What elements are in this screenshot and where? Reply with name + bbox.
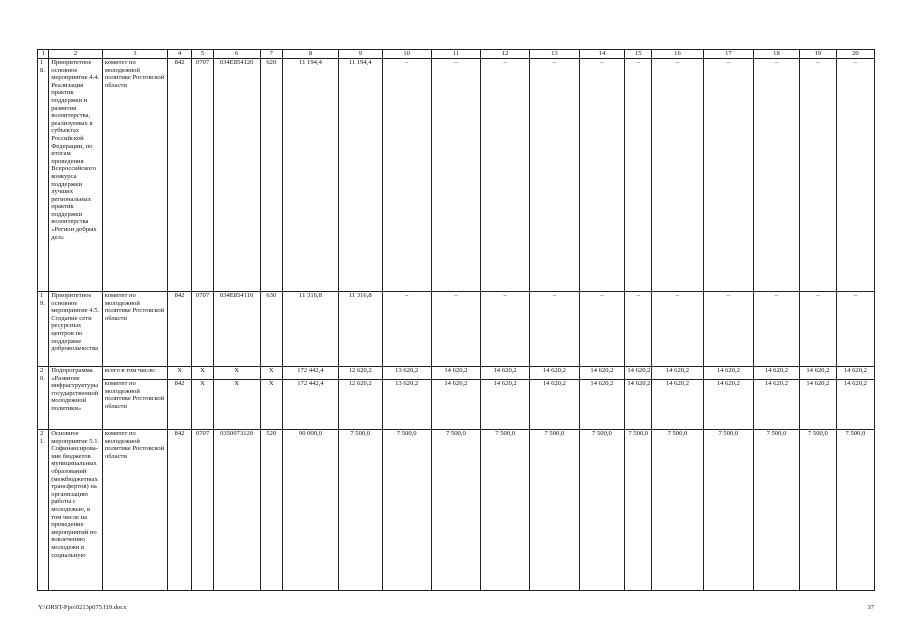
year-value: 7 500,0 [703, 430, 753, 591]
year-value: 7 500,0 [338, 430, 382, 591]
column-header: 5 [192, 50, 213, 59]
program-name: Приоритетное основное мероприятие 4.5. Создание сети ресурсных центров по поддержке добровольчества [49, 292, 103, 367]
table-row [38, 367, 875, 380]
vr-code: X [260, 367, 282, 380]
year-value: 14 620,2 [799, 367, 836, 380]
year-value: 7 500,0 [652, 430, 703, 591]
vr-code: X [260, 380, 282, 430]
column-header: 19 [799, 50, 836, 59]
grbs-code: 842 [167, 292, 192, 367]
csr-code: X [213, 367, 260, 380]
year-value: – [481, 59, 530, 292]
year-value: – [625, 59, 652, 292]
year-value: – [530, 59, 579, 292]
year-value: 14 620,2 [481, 380, 530, 430]
year-value: 12 620,2 [338, 367, 382, 380]
row-number: 20. [38, 367, 49, 430]
grbs-code: 842 [167, 59, 192, 292]
executor-name: комитет по молодежной политике Ростовской области [102, 430, 167, 591]
year-value: – [382, 292, 431, 367]
column-header: 12 [481, 50, 530, 59]
column-header: 10 [382, 50, 431, 59]
year-value: 11 194,4 [338, 59, 382, 292]
csr-code: 0350073120 [213, 430, 260, 591]
executor-name: комитет по молодежной политике Ростовской области [102, 380, 167, 430]
year-value: 7 500,0 [754, 430, 800, 591]
total-value: 90 000,0 [283, 430, 339, 591]
column-header: 9 [338, 50, 382, 59]
rzpr-code: 0707 [192, 59, 213, 292]
year-value: 7 500,0 [431, 430, 480, 591]
rzpr-code: 0707 [192, 292, 213, 367]
csr-code: 034E854110 [213, 292, 260, 367]
column-header: 16 [652, 50, 703, 59]
year-value: 7 500,0 [836, 430, 874, 591]
table-row [38, 380, 875, 430]
vr-code: 520 [260, 430, 282, 591]
year-value: 14 620,2 [625, 367, 652, 380]
year-value: 14 620,2 [481, 367, 530, 380]
row-number: 21. [38, 430, 49, 591]
rzpr-code: 0707 [192, 430, 213, 591]
grbs-code: 842 [167, 430, 192, 591]
year-value: 14 620,2 [530, 380, 579, 430]
year-value: – [431, 59, 480, 292]
grbs-code: X [167, 367, 192, 380]
year-value: 7 500,0 [530, 430, 579, 591]
csr-code: 034E854120 [213, 59, 260, 292]
year-value: – [836, 59, 874, 292]
vr-code: 620 [260, 59, 282, 292]
year-value: 14 620,2 [431, 367, 480, 380]
year-value: 13 620,2 [382, 380, 431, 430]
page-number: 37 [867, 604, 874, 611]
column-header: 3 [102, 50, 167, 59]
year-value: 14 620,2 [625, 380, 652, 430]
column-header: 8 [283, 50, 339, 59]
year-value: 7 500,0 [625, 430, 652, 591]
year-value: 7 500,0 [382, 430, 431, 591]
year-value: 11 316,8 [338, 292, 382, 367]
column-header: 4 [167, 50, 192, 59]
column-header: 7 [260, 50, 282, 59]
year-value: 13 620,2 [382, 367, 431, 380]
year-value: – [481, 292, 530, 367]
year-value: 14 620,2 [703, 380, 753, 430]
vr-code: 630 [260, 292, 282, 367]
year-value: 14 620,2 [754, 380, 800, 430]
year-value: – [652, 59, 703, 292]
column-header: 2 [49, 50, 103, 59]
row-number: 18. [38, 59, 49, 292]
total-value: 11 194,4 [283, 59, 339, 292]
year-value: – [703, 292, 753, 367]
column-header: 1 [38, 50, 49, 59]
column-header: 6 [213, 50, 260, 59]
rzpr-code: X [192, 367, 213, 380]
year-value: – [799, 292, 836, 367]
year-value: – [703, 59, 753, 292]
total-value: 172 442,4 [283, 380, 339, 430]
year-value: 14 620,2 [703, 367, 753, 380]
column-header: 17 [703, 50, 753, 59]
year-value: – [799, 59, 836, 292]
program-name: Основное мероприятие 5.1. Софинансирова-ние бюджетов муниципальных образований (межбюджетных трансфертов) на организацию работы с молодежью, в том числе на проведение мероприятий по вовлечению молодежи в социальную [49, 430, 103, 591]
header-row [38, 50, 875, 59]
year-value: 14 620,2 [652, 367, 703, 380]
year-value: 7 500,0 [481, 430, 530, 591]
year-value: – [625, 292, 652, 367]
column-header: 15 [625, 50, 652, 59]
executor-name: комитет по молодежной политике Ростовской области [102, 59, 167, 292]
year-value: 12 620,2 [338, 380, 382, 430]
total-value: 11 316,8 [283, 292, 339, 367]
year-value: 7 500,0 [579, 430, 625, 591]
year-value: 14 620,2 [799, 380, 836, 430]
table-row [38, 59, 875, 292]
grbs-code: 842 [167, 380, 192, 430]
year-value: – [431, 292, 480, 367]
year-value: – [579, 292, 625, 367]
year-value: 14 620,2 [652, 380, 703, 430]
year-value: – [652, 292, 703, 367]
year-value: – [754, 292, 800, 367]
year-value: – [382, 59, 431, 292]
row-number: 19. [38, 292, 49, 367]
year-value: 14 620,2 [579, 367, 625, 380]
year-value: – [754, 59, 800, 292]
program-name: Приоритетное основное мероприятие 4.4. Реализация практик поддержки и развития волонтерства, реализуемых в субъектах Российской Федерации, по итогам проведения Всероссийского конкурса поддержки лучших региональных практик поддержки волонтерства «Регион добрых дел» [49, 59, 103, 292]
executor-name: комитет по молодежной политике Ростовской области [102, 292, 167, 367]
csr-code: X [213, 380, 260, 430]
column-header: 20 [836, 50, 874, 59]
total-value: 172 442,4 [283, 367, 339, 380]
year-value: 14 620,2 [836, 367, 874, 380]
column-header: 13 [530, 50, 579, 59]
executor-name: всего в том числе: [102, 367, 167, 380]
column-header: 11 [431, 50, 480, 59]
footer-file-path: Y:\ORST-Ppo\0213p075.f19.docx [38, 604, 127, 611]
table-row [38, 430, 875, 591]
rzpr-code: X [192, 380, 213, 430]
year-value: 14 620,2 [431, 380, 480, 430]
column-header: 18 [754, 50, 800, 59]
budget-table [37, 49, 875, 591]
year-value: 14 620,2 [579, 380, 625, 430]
year-value: – [836, 292, 874, 367]
program-name: Подпрограмма «Развитие инфраструктуры государственной молодежной политики» [49, 367, 103, 430]
year-value: 14 620,2 [530, 367, 579, 380]
year-value: 14 620,2 [754, 367, 800, 380]
column-header: 14 [579, 50, 625, 59]
year-value: – [579, 59, 625, 292]
year-value: – [530, 292, 579, 367]
year-value: 14 620,2 [836, 380, 874, 430]
table-row [38, 292, 875, 367]
year-value: 7 500,0 [799, 430, 836, 591]
